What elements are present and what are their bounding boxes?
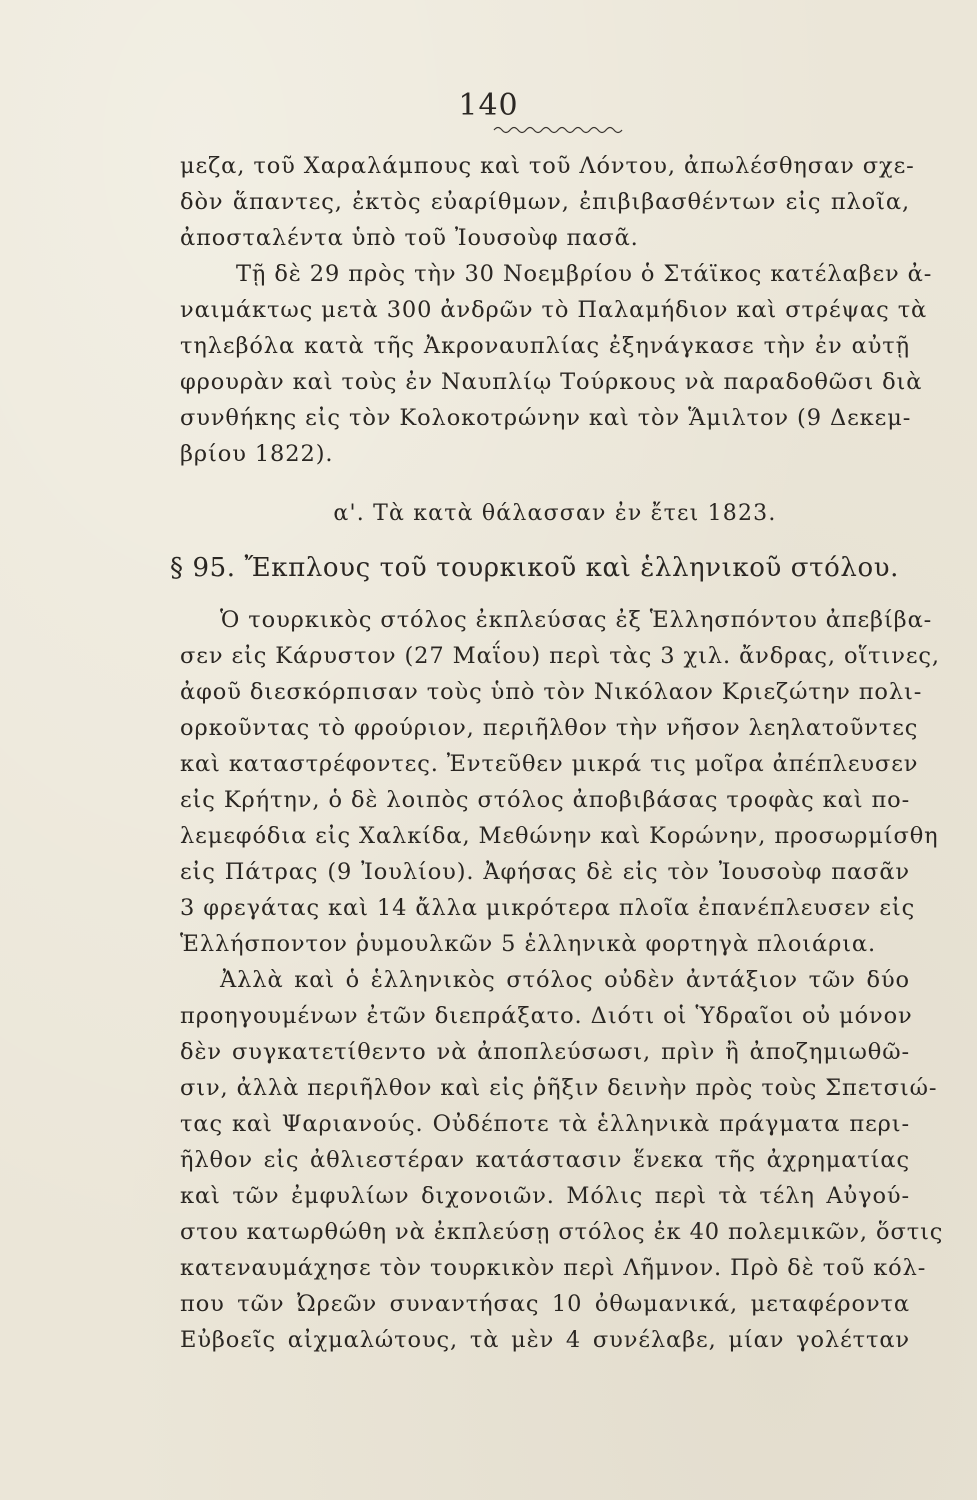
text-line: καὶ τῶν ἐμφυλίων διχονοιῶν. Μόλις περὶ τὰ τέλη Αὐγού- [180, 1183, 910, 1209]
body-text [170, 148, 944, 1358]
text-line: Ὁ τουρκικὸς στόλος ἐκπλεύσας ἐξ Ἑλλησπόντου ἀπεβίβα- [220, 607, 933, 633]
text-line: συνθήκης εἰς τὸν Κολοκοτρώνην καὶ τὸν Ἅμιλτον (9 Δεκεμ- [180, 405, 912, 431]
text-line: τας καὶ Ψαριανούς. Οὐδέποτε τὰ ἑλληνικὰ πράγματα περι- [180, 1111, 910, 1137]
text-line: στου κατωρθώθη νὰ ἐκπλεύσῃ στόλος ἐκ 40 πολεμικῶν, ὅστις [180, 1219, 944, 1245]
text-line: ναιμάκτως μετὰ 300 ἀνδρῶν τὸ Παλαμήδιον καὶ στρέψας τὰ [180, 297, 928, 323]
text-line: Τῇ δὲ 29 πρὸς τὴν 30 Νοεμβρίου ὁ Στάϊκος κατέλαβεν ἀ- [236, 261, 933, 287]
text-line: δὸν ἅπαντες, ἐκτὸς εὐαρίθμων, ἐπιβιβασθέντων εἰς πλοῖα, [180, 189, 910, 215]
text-line: φρουρὰν καὶ τοὺς ἐν Ναυπλίῳ Τούρκους νὰ παραδοθῶσι διὰ [180, 369, 923, 395]
page-number: 140 [458, 88, 519, 123]
text-line: ορκοῦντας τὸ φρούριον, περιῆλθον τὴν νῆσον λεηλατοῦντες [180, 715, 919, 741]
text-line: σιν, ἀλλὰ περιῆλθον καὶ εἰς ῥῆξιν δεινὴν πρὸς τοὺς Σπετσιώ- [180, 1075, 938, 1101]
text-line: μεζα, τοῦ Χαραλάμπους καὶ τοῦ Λόντου, ἀπωλέσθησαν σχε- [180, 153, 915, 179]
paragraph-2 [180, 256, 933, 472]
text-line: προηγουμένων ἐτῶν διεπράξατο. Διότι οἱ Ὑδραῖοι οὐ μόνον [180, 1003, 913, 1029]
text-line: δὲν συγκατετίθεντο νὰ ἀποπλεύσωσι, πρὶν ἢ ἀποζημιωθῶ- [180, 1039, 910, 1065]
text-line: εἰς Πάτρας (9 Ἰουλίου). Ἀφήσας δὲ εἰς τὸν Ἰουσοὺφ πασᾶν [180, 859, 910, 885]
text-line: 3 φρεγάτας καὶ 14 ἄλλα μικρότερα πλοῖα ἐπανέπλευσεν εἰς [180, 895, 916, 921]
wavy-rule-ornament [492, 122, 628, 136]
text-line: ἀφοῦ διεσκόρπισαν τοὺς ὑπὸ τὸν Νικόλαον Κριεζώτην πολι- [180, 679, 923, 705]
text-line: σεν εἰς Κάρυστον (27 Μαΐου) περὶ τὰς 3 χιλ. ἄνδρας, οἵτινες, [180, 643, 940, 669]
text-line: που τῶν Ὠρεῶν συναντήσας 10 ὀθωμανικά, μεταφέροντα [180, 1291, 910, 1317]
text-line: ῆλθον εἰς ἀθλιεστέραν κατάστασιν ἕνεκα τῆς ἀχρηματίας [180, 1147, 910, 1173]
text-line: κατεναυμάχησε τὸν τουρκικὸν περὶ Λῆμνον. Πρὸ δὲ τοῦ κόλ- [180, 1255, 927, 1281]
text-line: τηλεβόλα κατὰ τῆς Ἀκροναυπλίας ἐξηνάγκασε τὴν ἐν αὐτῇ [180, 333, 910, 359]
paragraph-3 [180, 602, 940, 962]
text-line: Εὐβοεῖς αἰχμαλώτους, τὰ μὲν 4 συνέλαβε, μίαν γολέτταν [180, 1327, 910, 1353]
paragraph-1 [180, 148, 915, 256]
text-line: λεμεφόδια εἰς Χαλκίδα, Μεθώνην καὶ Κορώνην, προσωρμίσθη [180, 823, 939, 849]
text-line: Ἑλλήσποντον ῥυμουλκῶν 5 ἑλληνικὰ φορτηγὰ πλοιάρια. [180, 931, 877, 957]
text-line: βρίου 1822). [180, 441, 334, 467]
text-line: Ἀλλὰ καὶ ὁ ἑλληνικὸς στόλος οὐδὲν ἀντάξιον τῶν δύο [220, 967, 910, 993]
text-line: καὶ καταστρέφοντες. Ἐντεῦθεν μικρά τις μοῖρα ἀπέπλευσεν [180, 751, 919, 777]
text-line: ἀποσταλέντα ὑπὸ τοῦ Ἰουσοὺφ πασᾶ. [180, 225, 639, 251]
text-line: εἰς Κρήτην, ὁ δὲ λοιπὸς στόλος ἀποβιβάσας τροφὰς καὶ πο- [180, 787, 911, 813]
subheading: α'. Τὰ κατὰ θάλασσαν ἐν ἔτει 1823. [333, 501, 777, 526]
section-title: § 95. Ἔκπλους τοῦ τουρκικοῦ καὶ ἑλληνικοῦ στόλου. [170, 553, 899, 583]
paragraph-4 [180, 962, 944, 1358]
